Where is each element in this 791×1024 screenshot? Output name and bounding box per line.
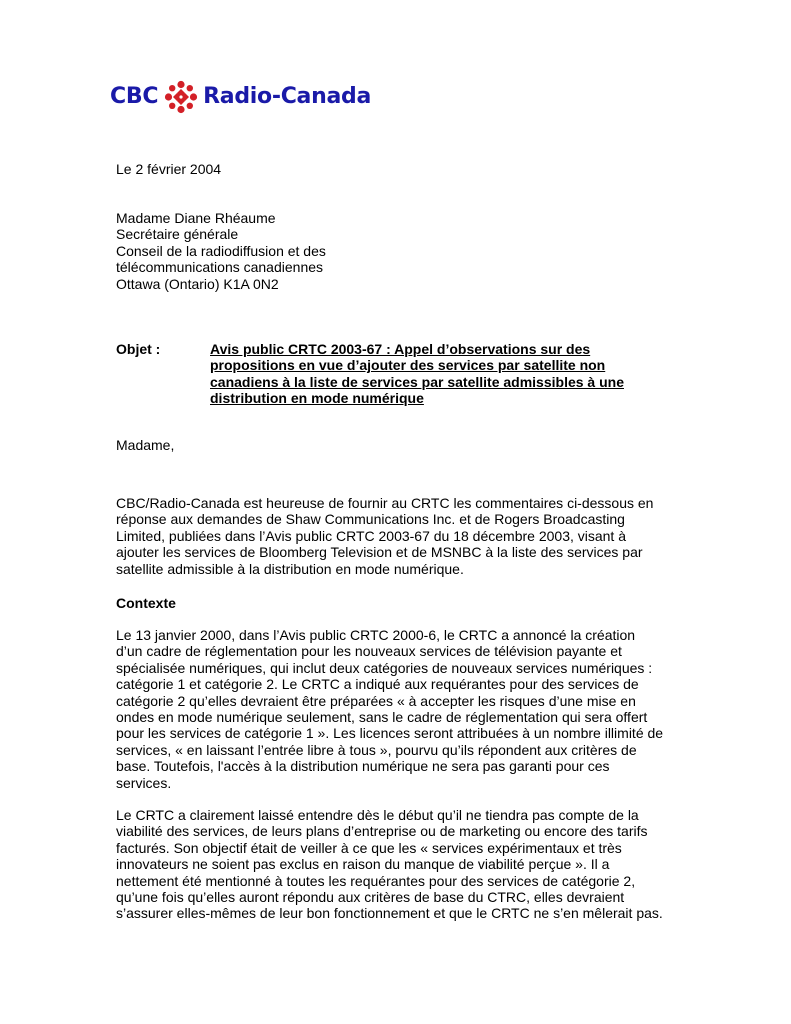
- subject-text: [210, 341, 640, 407]
- subject-line: canadiens à la liste de services par satellite admissibles à une: [210, 373, 624, 390]
- paragraph-line: nettement été mentionné à toutes les requérantes pour des services de catégorie 2,: [116, 872, 636, 889]
- address-line: Ottawa (Ontario) K1A 0N2: [116, 275, 279, 292]
- paragraph-line: ajouter les services de Bloomberg Television et de MSNBC à la liste des services par: [116, 544, 643, 561]
- paragraph-line: Limited, publiées dans l’Avis public CRTC 2003-67 du 18 décembre 2003, visant à: [116, 527, 627, 544]
- paragraph-line: facturés. Son objectif était de veiller à ce que les « services expérimentaux et très: [116, 839, 622, 856]
- paragraph-line: spécialisée numériques, qui inclut deux catégories de nouveaux services numériques :: [116, 659, 653, 676]
- subject-line: distribution en mode numérique: [210, 390, 424, 407]
- cbc-gem-icon: [164, 80, 198, 114]
- paragraph-line: catégorie 1 et catégorie 2. Le CRTC a indiqué aux requérantes pour des services de: [116, 676, 639, 693]
- letter-date: Le 2 février 2004: [116, 161, 222, 177]
- paragraph-line: services.: [116, 774, 172, 791]
- address-line: Conseil de la radiodiffusion et des: [116, 242, 326, 259]
- address-line: Madame Diane Rhéaume: [116, 210, 276, 226]
- recipient-address: [116, 210, 326, 292]
- section-heading: Contexte: [116, 595, 176, 611]
- cbc-radio-canada-logo: [110, 80, 371, 114]
- subject-line: propositions en vue d’ajouter des services par satellite non: [210, 357, 606, 374]
- subject-line: Avis public CRTC 2003-67 : Appel d’observations sur des: [210, 341, 591, 357]
- paragraph-line: pour les services de catégorie 1 ». Les licences seront attribuées à un nombre illimité de: [116, 725, 664, 742]
- paragraph-line: catégorie 2 qu’elles devraient être préparées « à accepter les risques d’une mise en: [116, 692, 636, 709]
- paragraph-intro: [116, 495, 682, 577]
- paragraph-line: satellite admissible à la distribution en mode numérique.: [116, 560, 464, 577]
- subject-label: Objet :: [116, 341, 161, 357]
- paragraph-line: viabilité des services, de leurs plans d’entreprise ou de marketing ou encore des tarifs: [116, 823, 648, 840]
- paragraph-line: CBC/Radio-Canada est heureuse de fournir au CRTC les commentaires ci-dessous en: [116, 495, 654, 511]
- paragraph-line: ondes en mode numérique seulement, sans le cadre de réglementation qui sera offert: [116, 709, 648, 726]
- logo-radio-canada-text: Radio-Canada: [203, 84, 371, 109]
- paragraph-line: services, « en laissant l’entrée libre à tous », pourvu qu’ils répondent aux critères de: [116, 741, 637, 758]
- paragraph-line: base. Toutefois, l'accès à la distribution numérique ne sera pas garanti pour ces: [116, 758, 610, 775]
- paragraph-line: Le 13 janvier 2000, dans l’Avis public CRTC 2000-6, le CRTC a annoncé la création: [116, 627, 636, 643]
- paragraph-line: qu’une fois qu’elles auront répondu aux critères de base du CTRC, elles devraient: [116, 889, 625, 906]
- paragraph-crtc-position: [116, 807, 682, 922]
- address-line: Secrétaire générale: [116, 226, 239, 243]
- paragraph-line: Le CRTC a clairement laissé entendre dès le début qu’il ne tiendra pas compte de la: [116, 807, 639, 823]
- paragraph-line: innovateurs ne soient pas exclus en raison du manque de viabilité perçue ». Il a: [116, 856, 610, 873]
- address-line: télécommunications canadiennes: [116, 259, 324, 276]
- paragraph-line: réponse aux demandes de Shaw Communications Inc. et de Rogers Broadcasting: [116, 511, 625, 528]
- paragraph-line: d’un cadre de réglementation pour les nouveaux services de télévision payante et: [116, 643, 622, 660]
- logo-cbc-text: CBC: [110, 84, 159, 109]
- greeting: Madame,: [116, 437, 175, 453]
- paragraph-context: [116, 627, 682, 791]
- paragraph-line: s’assurer elles-mêmes de leur bon fonctionnement et que le CRTC ne s’en mêlerait pas.: [116, 905, 663, 922]
